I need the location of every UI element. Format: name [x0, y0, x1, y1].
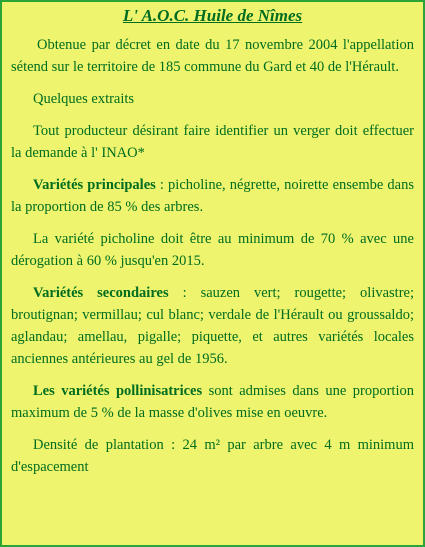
producteur-paragraph: Tout producteur désirant faire identifier un verger doit effectuer la demande à l' INAO*	[11, 123, 414, 161]
content-body	[2, 34, 423, 478]
pollinisatrices-text: sont admises dans une proportion maximum de 5 % de la masse d'olives mise en oeuvre.	[11, 383, 414, 421]
intro-paragraph: Obtenue par décret en date du 17 novembre 2004 l'appellation sétend sur le territoire de 185 commune du Gard et 40 de l'Hérault.	[11, 37, 414, 75]
pollinisatrices-label: Les variétés pollinisatrices	[33, 383, 203, 399]
principales-label: Variétés principales	[33, 177, 156, 193]
principales-text: : picholine, négrette, noirette ensembe dans la proportion de 85 % des arbres.	[11, 177, 414, 215]
secondaires-label: Variétés secondaires	[33, 285, 169, 301]
principales-paragraph	[11, 174, 414, 218]
secondaires-paragraph	[11, 282, 414, 370]
picholine-paragraph: La variété picholine doit être au minimum de 70 % avec une dérogation à 60 % jusqu'en 2015.	[11, 231, 414, 269]
densite-paragraph: Densité de plantation : 24 m² par arbre avec 4 m minimum d'espacement	[11, 437, 414, 475]
pollinisatrices-paragraph	[11, 380, 414, 424]
secondaires-text: : sauzen vert; rougette; olivastre; broutignan; vermillau; cul blanc; verdale de l'Hérault ou groussaldo; aglandau; amellau, pigalle; piquette, et autres variétés locales anciennes antérieures au gel de 1956.	[11, 285, 414, 367]
extraits-heading: Quelques extraits	[33, 91, 135, 107]
page-title: L' A.O.C. Huile de Nîmes	[122, 6, 303, 25]
